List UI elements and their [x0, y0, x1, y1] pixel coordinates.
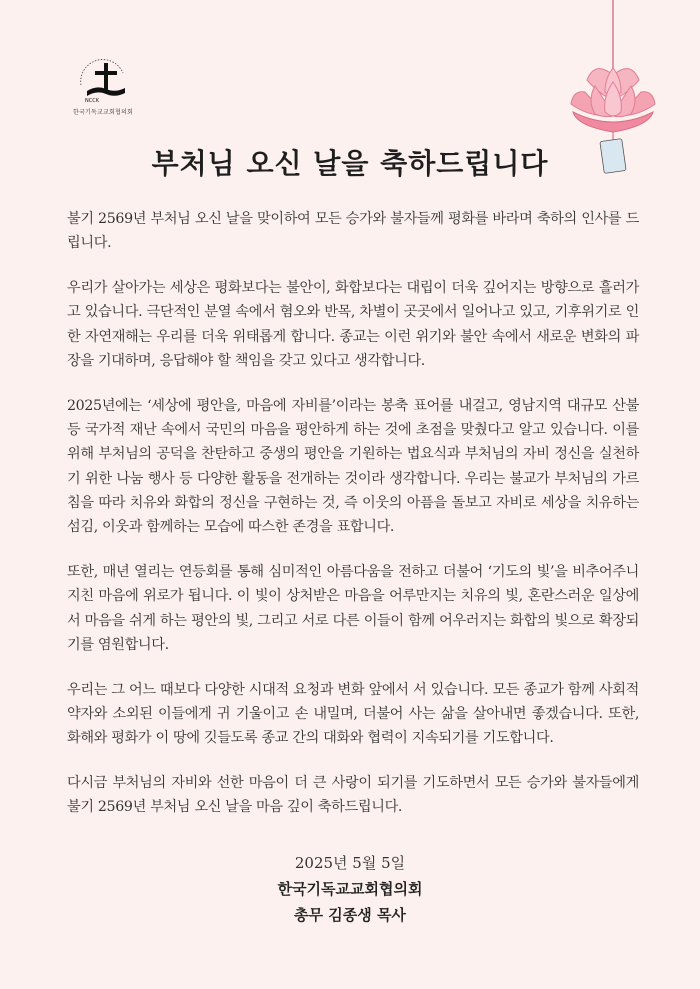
paragraph-greeting: 불기 2569년 부처님 오신 날을 맞이하여 모든 승가와 불자들께 평화를 바라며 축하의 인사를 드립니다.: [67, 211, 639, 252]
paragraph-lantern-festival: 또한, 매년 열리는 연등회를 통해 심미적인 아름다움을 전하고 더불어 ‘기도의 빛’을 비추어주니 지친 마음에 위로가 됩니다. 이 빛이 상처받은 마음을 어루만지는 치유의 빛, 혼란스러운 일상에서 마음을 쉬게 하는 평안의 빛, 그리고 서로 다른 이들이 함께 어우러지는 화합의 빛으로 확장되기를 염원합니다.: [67, 564, 639, 653]
logo-caption: 한국기독교교회협의회: [73, 109, 133, 116]
paragraph-world-situation: 우리가 살아가는 세상은 평화보다는 불안이, 화합보다는 대립이 더욱 깊어지는 방향으로 흘러가고 있습니다. 극단적인 분열 속에서 혐오와 반목, 차별이 곳곳에서 일어나고 있고, 기후위기로 인한 자연재해는 우리를 더욱 위태롭게 합니다. 종교는 이런 위기와 불안 속에서 새로운 변화의 파장을 기대하며, 응답해야 할 책임을 갖고 있다고 생각합니다.: [67, 280, 639, 369]
paragraph-2025-slogan: 2025년에는 ‘세상에 평안을, 마음에 자비를’이라는 봉축 표어를 내걸고, 영남지역 대규모 산불 등 국가적 재난 속에서 국민의 마음을 평안하게 하는 것에 초점을 맞췄다고 알고 있습니다. 이를 위해 부처님의 공덕을 찬탄하고 중생의 평안을 기원하는 법요식과 부처님의 자비 정신을 실천하기 위한 나눔 행사 등 다양한 활동을 전개하는 것이라 생각합니다. 우리는 불교가 부처님의 가르침을 따라 치유와 화합의 정신을 구현하는 것, 즉 이웃의 아픔을 돌보고 자비로 세상을 치유하는 섬김, 이웃과 함께하는 모습에 따스한 존경을 표합니다.: [67, 397, 639, 536]
svg-text:NCCK: NCCK: [85, 98, 100, 104]
paragraph-closing: 다시금 부처님의 자비와 선한 마음이 더 큰 사랑이 되기를 기도하면서 모든 승가와 불자들에게 불기 2569년 부처님 오신 날을 마음 깊이 축하드립니다.: [67, 775, 639, 816]
ncck-logo: [58, 55, 148, 116]
cross-emblem-icon: [73, 55, 133, 105]
paragraph-interfaith: 우리는 그 어느 때보다 다양한 시대적 요청과 변화 앞에서 서 있습니다. 모든 종교가 함께 사회적 약자와 소외된 이들에게 귀 기울이고 손 내밀며, 더불어 사는 삶을 살아내면 좋겠습니다. 또한, 화해와 평화가 이 땅에 깃들도록 종교 간의 대화와 협력이 지속되기를 기도합니다.: [67, 681, 639, 747]
signature-date: 2025년 5월 5일: [294, 854, 406, 872]
letter-body: [67, 207, 639, 840]
signature-signer: 총무 김종생 목사: [294, 906, 406, 924]
signature-block: [0, 850, 700, 928]
signature-organization: 한국기독교교회협의회: [277, 880, 423, 898]
page-title: 부처님 오신 날을 축하드립니다: [151, 147, 549, 180]
